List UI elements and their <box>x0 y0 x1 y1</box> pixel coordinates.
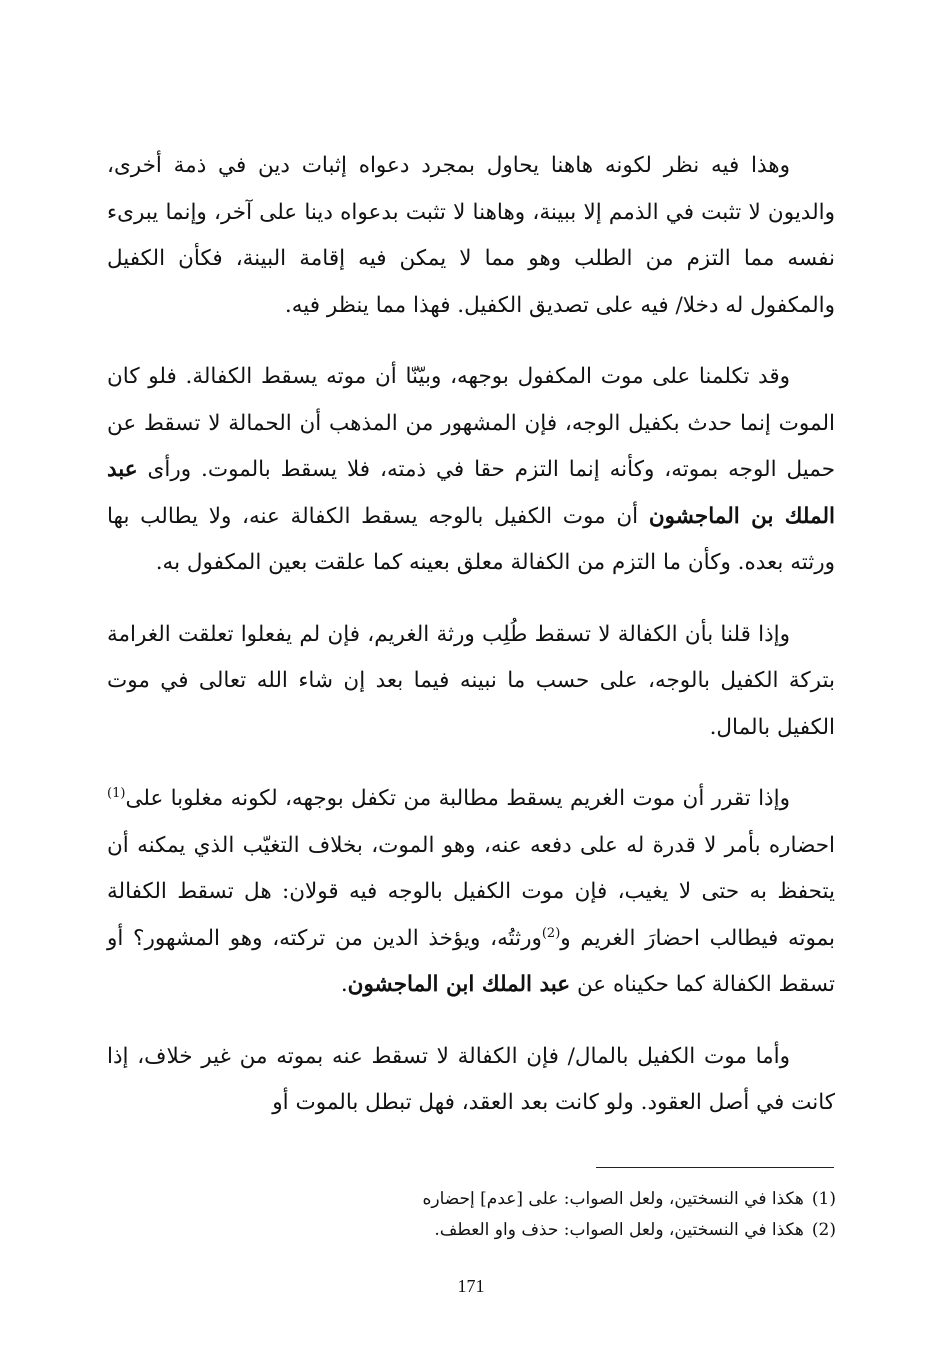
text-run: وأما موت الكفيل بالمال/ فإن الكفالة لا تسقط عنه بموته من غير خلاف، إذا كانت في أصل العقود. ولو كانت بعد العقد، فهل تبطل بالموت أو <box>107 1043 835 1115</box>
footnote-ref: (2) <box>541 925 561 941</box>
footnote-1 <box>300 1184 836 1215</box>
footnotes <box>300 1184 836 1246</box>
footnote-separator <box>596 1167 834 1168</box>
footnote-ref: (1) <box>107 785 126 801</box>
text-run: وهذا فيه نظر لكونه هاهنا يحاول بمجرد دعواه إثبات دين في ذمة أخرى، والديون لا تثبت في الذمم إلا ببينة، وهاهنا لا تثبت بدعواه دينا على آخر، وإنما يبرىء نفسه مما التزم من الطلب وهو مما لا يمكن فيه إقامة البينة، فكأن الكفيل والمكفول له دخلا/ فيه على تصديق الكفيل. فهذا مما ينظر فيه. <box>107 153 835 318</box>
text-run: أن موت الكفيل بالوجه يسقط الكفالة عنه، ولا يطالب بها ورثته بعده. وكأن ما التزم من الكفالة معلق بعينه كما علقت بعين المكفول به. <box>107 503 835 575</box>
footnote-text: هكذا في النسختين، ولعل الصواب: حذف واو العطف. <box>434 1220 804 1240</box>
paragraph <box>107 143 835 329</box>
main-text <box>107 143 835 1127</box>
text-run: ورثتُه، ويؤخذ الدين من تركته، وهو المشهور؟ أو تسقط الكفالة كما حكيناه عن <box>107 925 835 997</box>
text-run: وإذا تقرر أن موت الغريم يسقط مطالبة من تكفل بوجهه، لكونه مغلوبا على <box>125 786 790 811</box>
footnote-number: (2) <box>811 1220 836 1240</box>
paragraph <box>107 1034 835 1127</box>
footnote-number: (1) <box>811 1189 836 1209</box>
footnote-2 <box>300 1215 836 1246</box>
footnote-text: هكذا في النسختين، ولعل الصواب: على [عدم] إحضاره <box>422 1189 804 1209</box>
page-number: 171 <box>457 1276 485 1296</box>
text-run: وإذا قلنا بأن الكفالة لا تسقط طُلِب ورثة الغريم، فإن لم يفعلوا تعلقت الغرامة بتركة الكفيل بالوجه، على حسب ما نبينه فيما بعد إن شاء الله تعالى في موت الكفيل بالمال. <box>107 621 835 740</box>
paragraph <box>107 776 835 1009</box>
paragraph <box>107 612 835 752</box>
text-run: . <box>340 972 348 997</box>
text-run: وقد تكلمنا على موت المكفول بوجهه، وبيّنّا أن موته يسقط الكفالة. فلو كان الموت إنما حدث بكفيل الوجه، فإن المشهور من المذهب أن الحمالة لا تسقط عن حميل الوجه بموته، وكأنه إنما التزم حقا في ذمته، فلا يسقط بالموت. ورأى <box>107 364 835 482</box>
name-bold: عبد الملك ابن الماجشون <box>347 972 571 997</box>
text-run: احضاره بأمر لا قدرة له على دفعه عنه، وهو الموت، بخلاف التغيّب الذي يمكنه أن يتحفظ به حتى لا يغيب، فإن موت الكفيل بالوجه فيه قولان: هل تسقط الكفالة بموته فيطالب احضارَ الغريم و <box>107 832 835 951</box>
name-bold: عبد الملك بن الماجشون <box>107 457 835 529</box>
paragraph <box>107 354 835 587</box>
